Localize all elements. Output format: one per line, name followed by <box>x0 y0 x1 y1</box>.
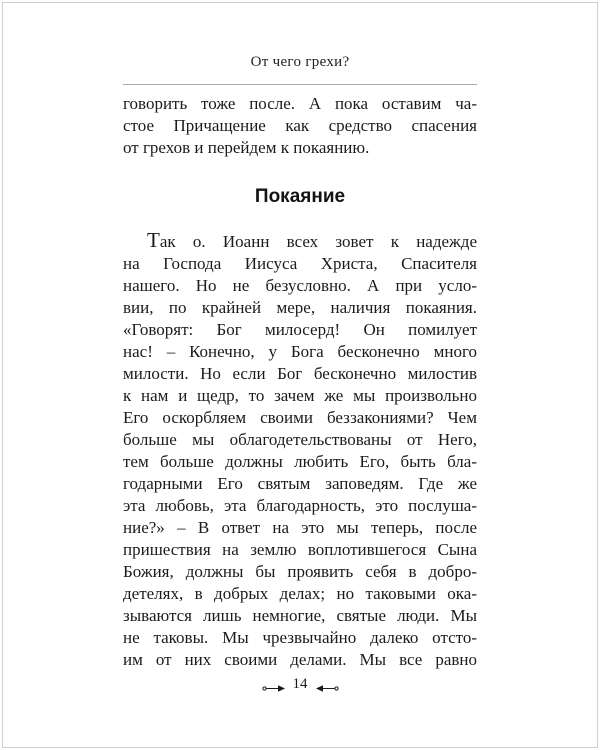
text-line: «Говорят: Бог милосерд! Он помилует <box>123 320 477 339</box>
page-number: 14 <box>292 676 308 692</box>
text-line: зываются лишь немногие, святые люди. Мы <box>123 606 477 625</box>
text-line: пришествия на землю воплотившегося Сына <box>123 540 477 559</box>
text-line: нас! – Конечно, у Бога бесконечно много <box>123 342 477 361</box>
running-header: От чего грехи? <box>250 54 350 70</box>
header-rule <box>123 84 477 85</box>
text-line: больше мы облагодетельствованы от Него, <box>123 430 477 449</box>
text-line: Божия, должны бы проявить себя в добро- <box>123 562 477 581</box>
text-line: им от них своими делами. Мы все равно <box>123 650 477 669</box>
text-line: от грехов и перейдем к покаянию. <box>123 138 370 157</box>
text-line: нашего. Но не безусловно. А при усло- <box>123 276 477 295</box>
text-line: эта любовь, эта благодарность, это послуша- <box>123 496 477 515</box>
text-line: годарными Его святым заповедям. Где же <box>123 474 477 493</box>
text-line: тем больше должны любить Его, быть бла- <box>123 452 477 471</box>
footer-ornament-right-icon <box>315 680 339 689</box>
text-line: стое Причащение как средство спасения <box>123 116 477 135</box>
text-line: милости. Но если Бог бесконечно милостив <box>123 364 477 383</box>
text-line: на Господа Иисуса Христа, Спасителя <box>123 254 477 273</box>
text-line: Его оскорбляем своими беззакониями? Чем <box>123 408 477 427</box>
text-line: говорить тоже после. А пока оставим ча- <box>123 94 477 113</box>
footer-ornament-left-icon <box>262 680 286 689</box>
text-line: к нам и щедр, то зачем же мы произвольно <box>123 386 477 405</box>
text-line: вии, по крайней мере, наличия покаяния. <box>123 298 477 317</box>
text-line: не таковы. Мы чрезвычайно далеко отсто- <box>123 628 477 647</box>
paragraph-intro <box>123 93 477 159</box>
text-line: ние?» – В ответ на это мы теперь, после <box>123 518 477 537</box>
text-line: детелях, в добрых делах; но таковыми ока- <box>123 584 477 603</box>
section-heading: Покаяние <box>254 186 346 207</box>
text-line: Так о. Иоанн всех зовет к надежде <box>147 228 477 252</box>
page-footer <box>123 676 477 692</box>
paragraph-body <box>123 229 477 671</box>
